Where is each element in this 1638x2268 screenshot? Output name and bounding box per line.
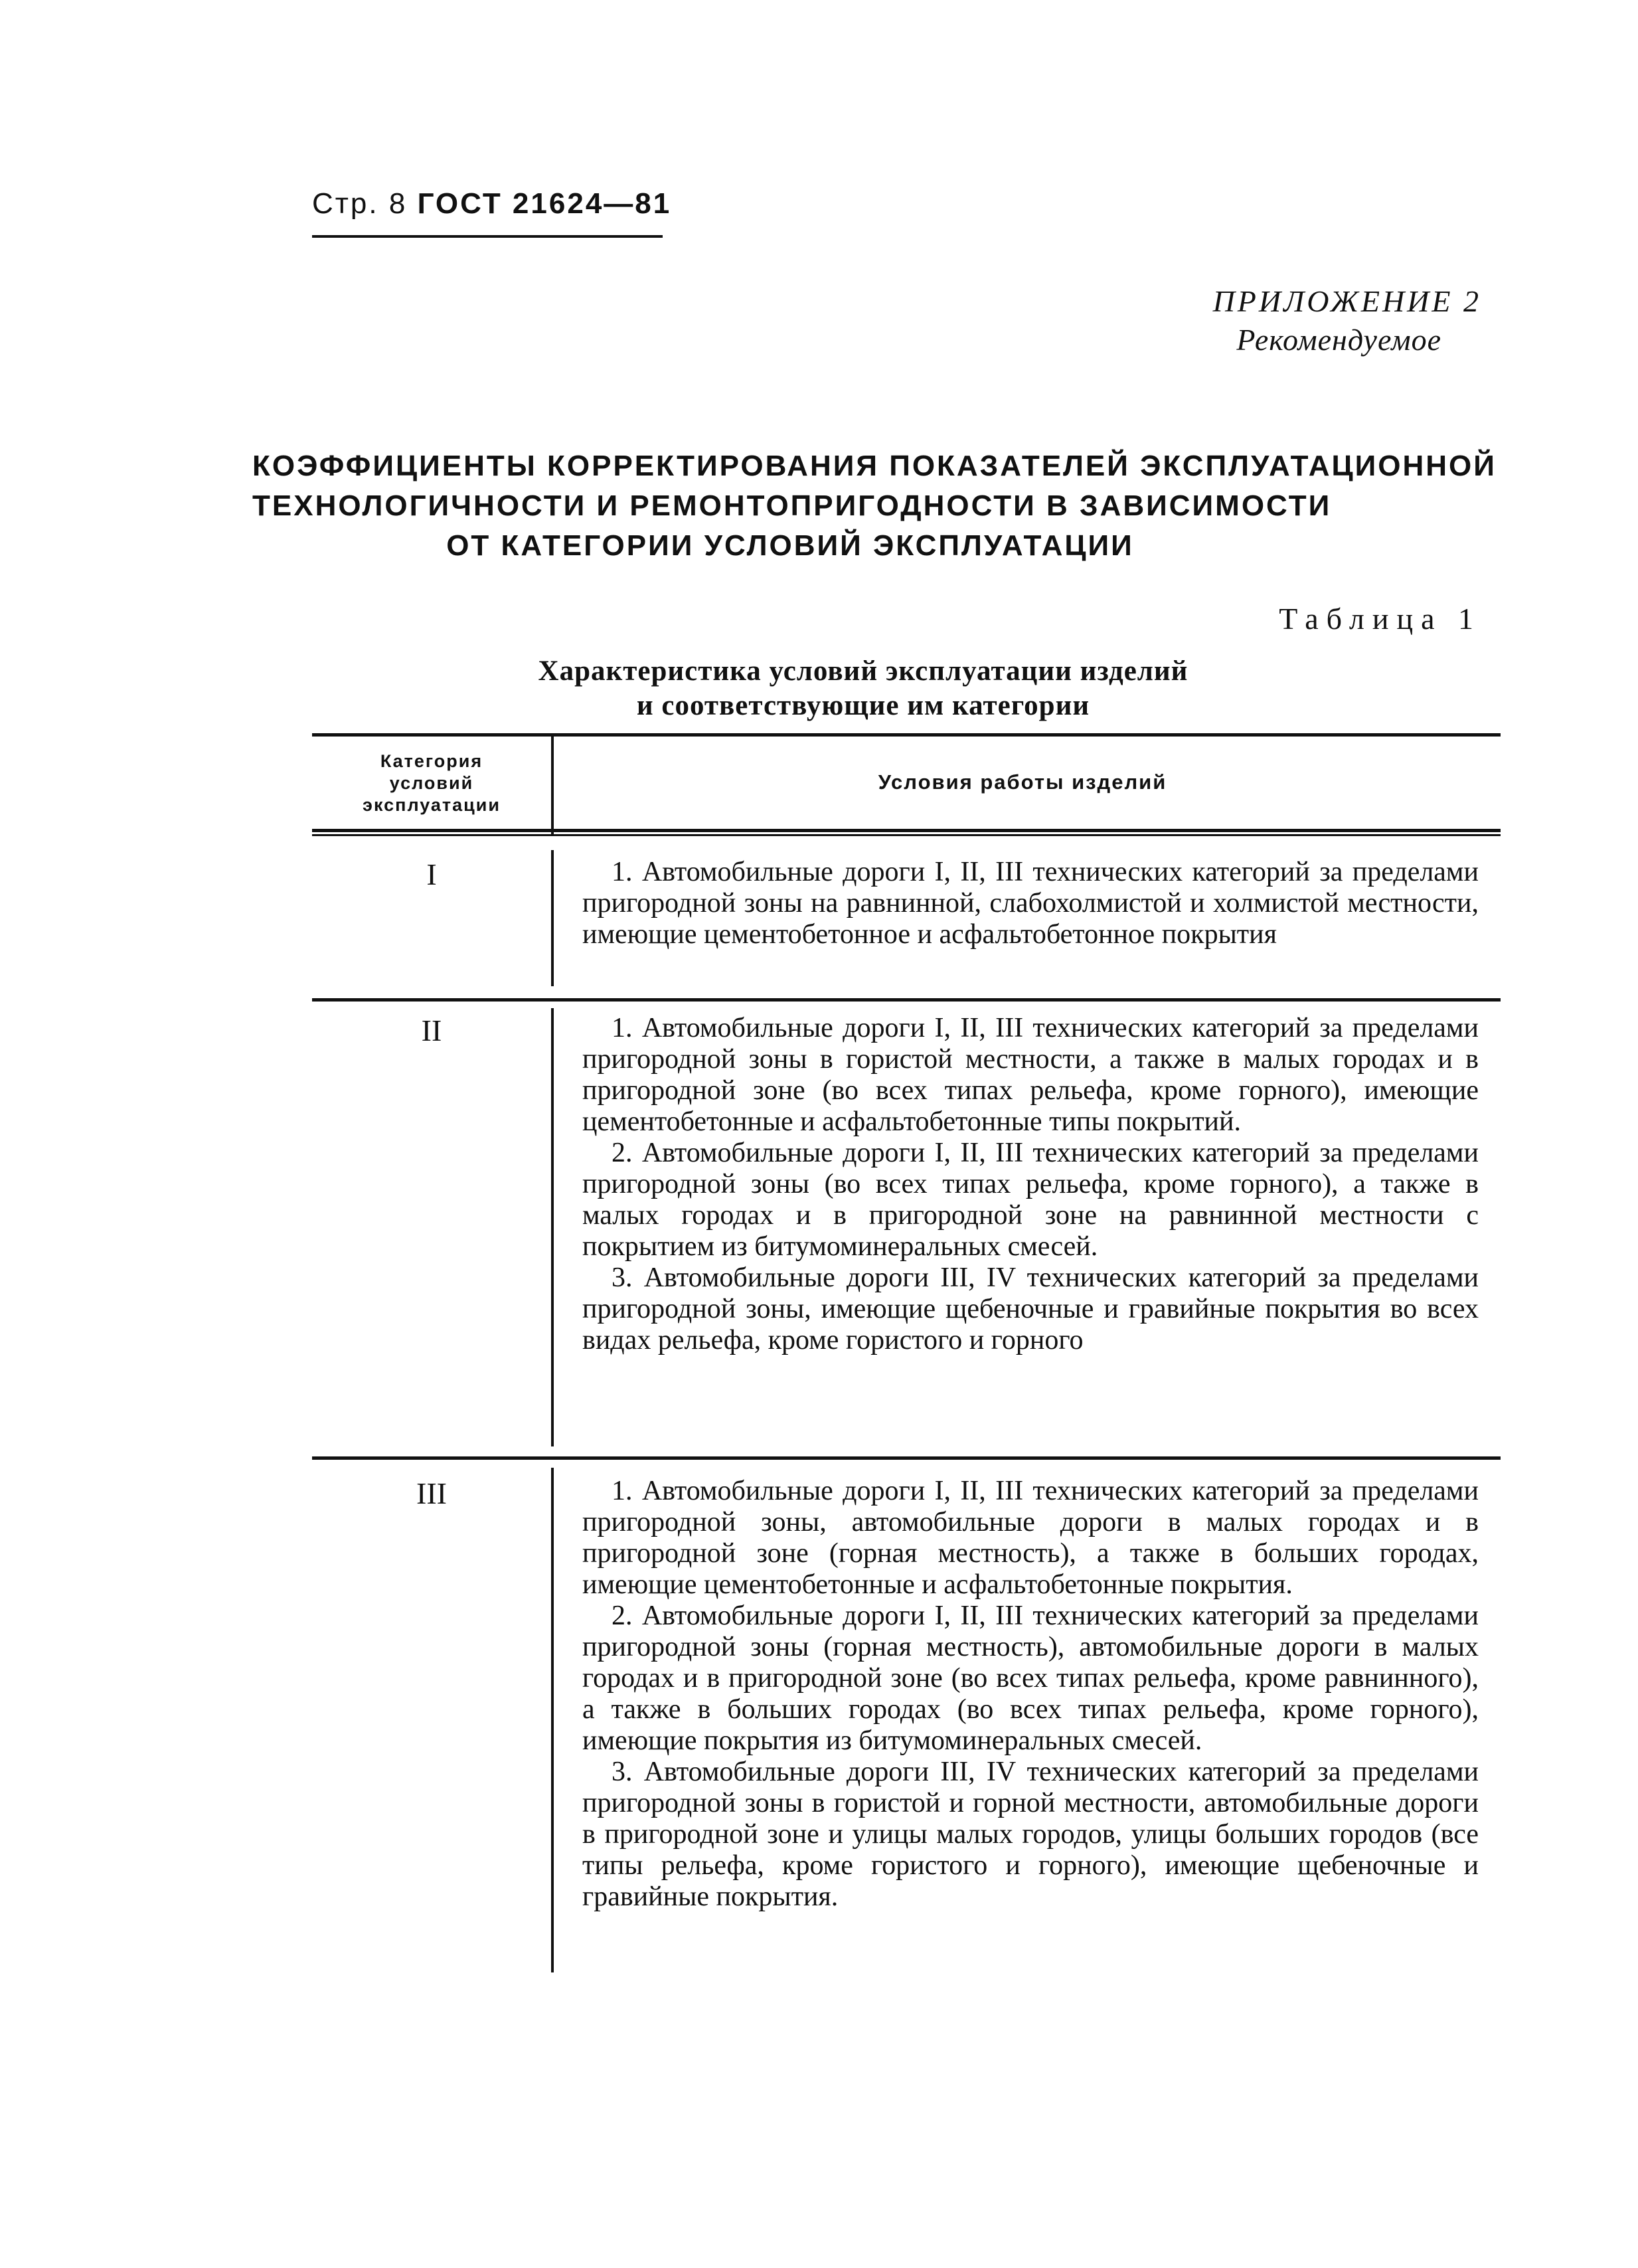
header-conditions: Условия работы изделий [878,770,1167,794]
table-label: Таблица 1 [1279,602,1481,636]
condition-item: 2. Автомобильные дороги I, II, III технических категорий за пределами пригородной зоны (горная местность), автомобильные дороги в малых городах и в пригородной зоне (во всех типах рельефа, кроме равнинного), а также в больших городах (во всех типах рельефа, кроме горного), имеющие покрытия из битумоминеральных смесей. [582,1601,1479,1756]
header-rule [312,235,663,238]
row-divider [312,998,1501,1002]
condition-item: 3. Автомобильные дороги III, IV технических категорий за пределами пригородной зоны в гористой и горной местности, автомобильные дороги в пригородной зоне и улицы малых городов, улицы больших городов (все типы рельефа, кроме гористого и горного), имеющие щебеночные и гравийные покрытия. [582,1757,1479,1912]
caption-line: и соответствующие им категории [636,690,1090,721]
header-bottom-rule-double [312,834,1501,836]
standard-number: ГОСТ 21624—81 [417,187,672,220]
header-category-line: эксплуатации [363,795,501,815]
page-number: Стр. 8 [312,187,408,220]
column-divider [551,1008,554,1446]
table-top-rule [312,733,1501,737]
appendix-status: Рекомендуемое [1236,323,1441,357]
row-conditions [582,857,1479,950]
row-conditions [582,1476,1479,1913]
appendix-block [1213,282,1481,359]
row-divider [312,1456,1501,1460]
column-divider [551,1468,554,1972]
title-line: ТЕХНОЛОГИЧНОСТИ И РЕМОНТОПРИГОДНОСТИ В ЗАВИСИМОСТИ [252,489,1332,522]
header-column-divider [551,733,554,835]
title-line: КОЭФФИЦИЕНТЫ КОРРЕКТИРОВАНИЯ ПОКАЗАТЕЛЕЙ ЭКСПЛУАТАЦИОННОЙ [252,450,1497,482]
header-category [312,750,551,816]
page-header [312,187,671,220]
table-caption [398,654,1328,723]
condition-item: 1. Автомобильные дороги I, II, III технических категорий за пределами пригородной зоны на равнинной, слабохолмистой и холмистой местности, имеющие цементобетонное и асфальтобетонное покрытия [582,857,1479,950]
condition-item: 2. Автомобильные дороги I, II, III технических категорий за пределами пригородной зоны (во всех типах рельефа, кроме горного), а также в малых городах и в пригородной зоне на равнинной местности с покрытием из битумоминеральных смесей. [582,1138,1479,1262]
header-bottom-rule [312,829,1501,832]
condition-item: 1. Автомобильные дороги I, II, III технических категорий за пределами пригородной зоны в гористой местности, а также в малых городах и в пригородной зоне (во всех типах рельефа, кроме горного), имеющие цементобетонные и асфальтобетонные типы покрытий. [582,1013,1479,1137]
row-category: II [421,1013,442,1047]
caption-line: Характеристика условий эксплуатации изделий [538,655,1188,687]
title-line: ОТ КАТЕГОРИИ УСЛОВИЙ ЭКСПЛУАТАЦИИ [446,529,1134,562]
row-category: III [416,1476,447,1510]
column-divider [551,850,554,986]
header-category-line: Категория [380,751,483,771]
header-category-line: условий [389,773,474,793]
appendix-label: ПРИЛОЖЕНИЕ 2 [1212,284,1481,318]
document-title [252,446,1497,566]
row-conditions [582,1013,1479,1356]
condition-item: 1. Автомобильные дороги I, II, III технических категорий за пределами пригородной зоны, автомобильные дороги в малых городах и в пригородной зоне (горная местность), а также в больших городах, имеющие цементобетонные и асфальтобетонные покрытия. [582,1476,1479,1600]
condition-item: 3. Автомобильные дороги III, IV технических категорий за пределами пригородной зоны, имеющие щебеночные и гравийные покрытия во всех видах рельефа, кроме гористого и горного [582,1263,1479,1355]
row-category: I [426,857,437,891]
